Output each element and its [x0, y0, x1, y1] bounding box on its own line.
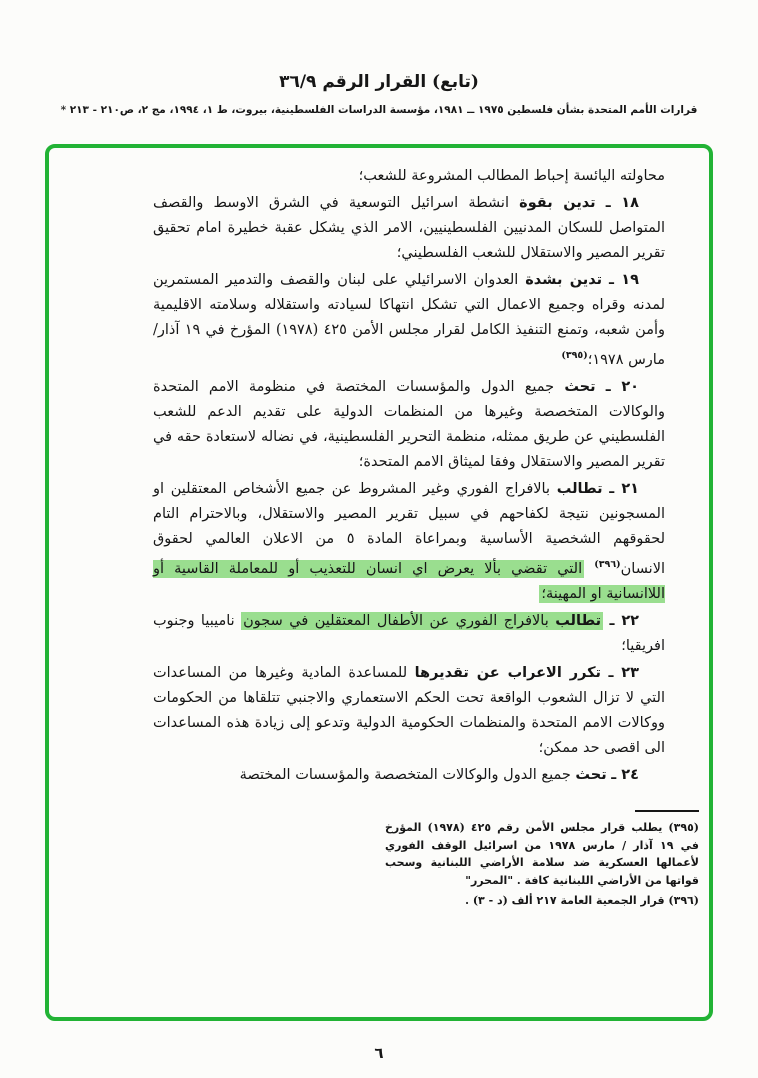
paragraph-lead: تطالب	[556, 480, 603, 497]
paragraph-text: للمساعدة المادية وغيرها من المساعدات التي لا تزال الشعوب الواقعة تحت الحكم الاستعماري والاجنبي تتلقاها من الحكومات ووكالات الامم المتحدة والمنظمات الحكومية الدولية وتدعو إلى زيادة هذه المساعدات الى اقصى حد ممكن؛	[153, 665, 665, 756]
paragraph-21	[153, 476, 665, 607]
footnote-ref-395: (٣٩٥)	[561, 350, 588, 361]
paragraph-text: بالافراج الفوري وغير المشروط عن جميع الأشخاص المعتقلين او المسجونين نتيجة لكفاحهم في سبيل تقرير المصير والاستقلال، وبالاحترام التام لحقوقهم الشخصية الأساسية وبمراعاة المادة ٥ من الاعلان العالمي لحقوق الانسان	[153, 481, 665, 577]
paragraph-lead: تطالب	[555, 612, 602, 629]
paragraph-24	[153, 762, 665, 788]
source-citation: قرارات الأمم المتحدة بشأن فلسطين ١٩٧٥ ــ ١٩٨١، مؤسسة الدراسات الفلسطينية، بيروت، ط ١، ١٩٩٤، مج ٢، ص٢١٠ - ٢١٣ *	[60, 104, 698, 116]
paragraph-20	[153, 374, 665, 475]
footnotes	[385, 810, 699, 910]
paragraph-text: انشطة اسرائيل التوسعية في الشرق الاوسط والقصف المتواصل للسكان المدنيين الفلسطينيين، الامر الذي يشكل عقبة خطيرة امام تحقيق تقرير المصير والاستقلال للشعب الفلسطيني؛	[153, 195, 665, 261]
paragraph-lead: تدين بشدة	[525, 271, 603, 288]
paragraph-text: العدوان الاسرائيلي على لبنان والقصف والتدمير المستمرين لمدنه وقراه وجميع الاعمال التي تشكل انتهاكا لسيادته واستقلاله وسلامته الاقليمية وأمن شعبه، وتمنع التنفيذ الكامل لقرار مجلس الأمن ٤٢٥ (١٩٧٨) المؤرخ في ١٩ آذار/مارس ١٩٧٨؛	[153, 272, 665, 368]
paragraph-text: ناميبيا وجنوب افريقيا؛	[153, 613, 665, 654]
footnote-ref-396: (٣٩٦)	[594, 559, 621, 570]
highlighted-text	[241, 612, 603, 630]
paragraph-19	[153, 267, 665, 373]
paragraph-23	[153, 660, 665, 761]
paragraph-22	[153, 608, 665, 659]
highlighted-text: التي تقضي بألا يعرض اي انسان للتعذيب أو للمعاملة القاسية أو اللاانسانية او المهينة؛	[153, 561, 665, 602]
body-text	[49, 148, 709, 788]
paragraph-lead: تدين بقوة	[519, 194, 596, 211]
paragraph-number: ٢٢ ـ	[609, 612, 640, 629]
paragraph-lead: تحث	[575, 766, 607, 783]
paragraph-number: ١٩ ـ	[608, 271, 639, 288]
paragraph-lead: تكرر الاعراب عن تقديرها	[414, 664, 601, 681]
content-frame	[45, 144, 713, 1021]
footnote-separator	[635, 810, 699, 812]
paragraph-intro: محاولته اليائسة إحباط المطالب المشروعة للشعب؛	[358, 168, 665, 184]
paragraph-text: جميع الدول والوكالات المتخصصة والمؤسسات المختصة	[239, 767, 571, 783]
paragraph-number: ٢٠ ـ	[605, 378, 640, 395]
paragraph-lead: تحث	[564, 378, 596, 395]
footnote-396: (٣٩٦) قرار الجمعية العامة ٢١٧ ألف (د - ٣) .	[465, 894, 699, 907]
paragraph-text: جميع الدول والمؤسسات المختصة في منظومة الامم المتحدة والوكالات المتخصصة وغيرها من المنظمات الدولية على تقديم الدعم للشعب الفلسطيني عن طريق ممثله، منظمة التحرير الفلسطينية، في نضاله لاستعادة حقه في تقرير المصير والاستقلال وفقا لميثاق الامم المتحدة؛	[153, 379, 665, 470]
paragraph-number: ٢٣ ـ	[608, 664, 639, 681]
document-title: (تابع) القرار الرقم ٣٦/٩	[279, 72, 479, 92]
paragraph-text: بالافراج الفوري عن الأطفال المعتقلين في سجون	[243, 613, 549, 629]
paragraph-number: ١٨ ـ	[605, 194, 639, 211]
page-number: ٦	[374, 1044, 384, 1062]
footnote-395: (٣٩٥) يطلب قرار مجلس الأمن رقم ٤٢٥ (١٩٧٨) المؤرخ في ١٩ آذار / مارس ١٩٧٨ من اسرائيل الوقف الفوري لأعمالها العسكرية ضد سلامة الأراضي اللبنانية وسحب قواتها من الأراضي اللبنانية كافة . "المحرر"	[385, 821, 700, 887]
paragraph-18	[153, 190, 665, 266]
paragraph-number: ٢٤ ـ	[611, 766, 639, 783]
paragraph-number: ٢١ ـ	[609, 480, 640, 497]
